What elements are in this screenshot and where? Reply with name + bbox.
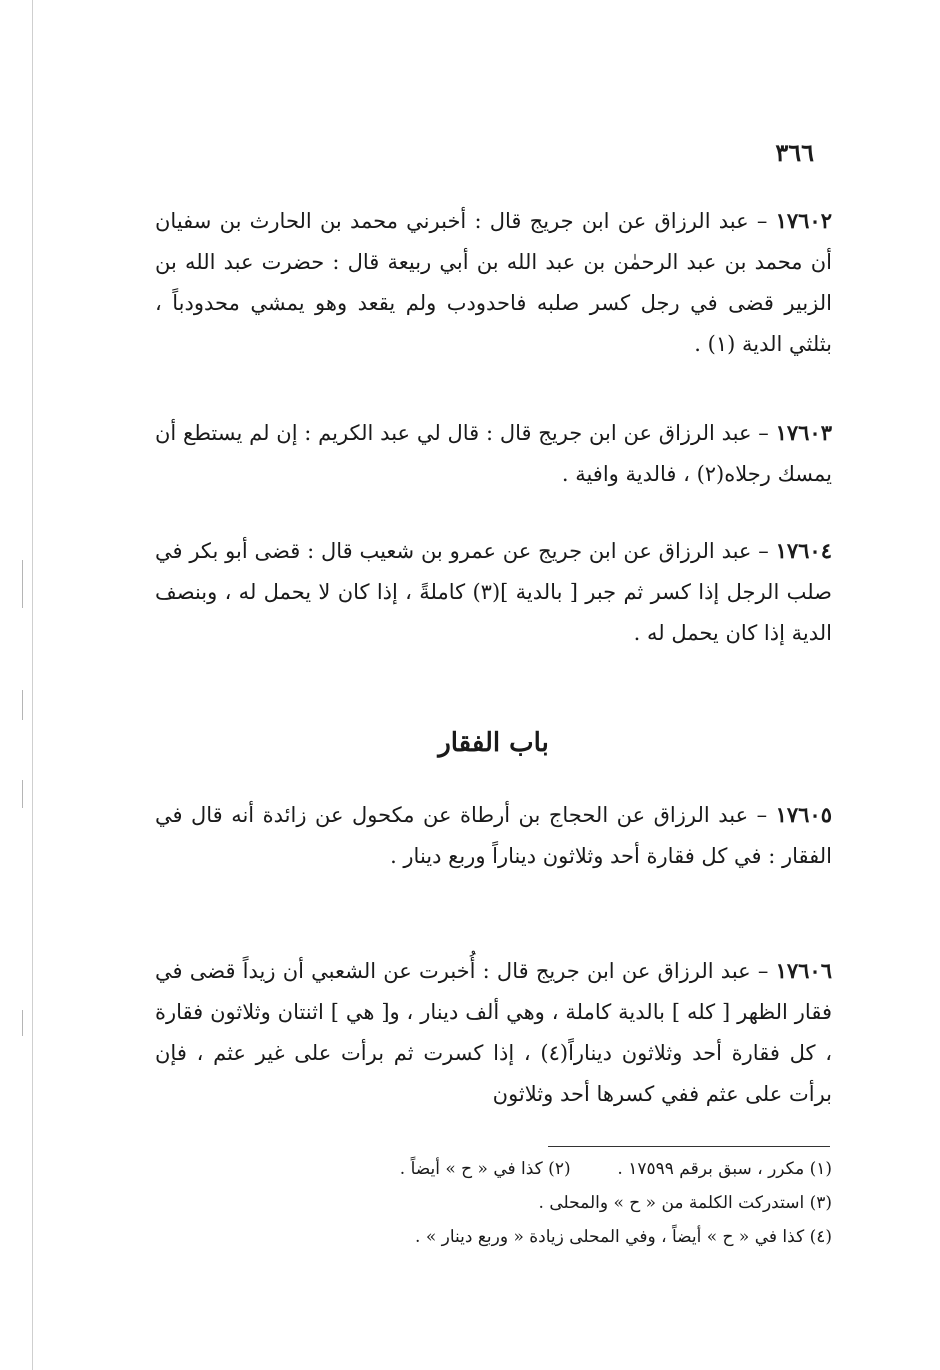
hadith-number: ١٧٦٠٥ [775,802,832,827]
page-number: ٣٦٦ [775,138,814,167]
hadith-number: ١٧٦٠٦ [775,958,832,983]
margin-tick [22,780,23,808]
footnote-2: (٢) كذا في « ح » أيضاً . [399,1159,571,1179]
footnote-4: (٤) كذا في « ح » أيضاً ، وفي المحلى زيادة « وربع دينار » . [415,1227,832,1247]
footnote-1: (١) مكرر ، سبق برقم ١٧٥٩٩ . [617,1159,832,1179]
hadith-paragraph [155,950,832,1115]
footnote-separator [548,1146,830,1147]
margin-tick [22,1010,23,1036]
hadith-paragraph [155,530,832,654]
hadith-number: ١٧٦٠٢ [775,208,832,233]
hadith-paragraph [155,200,832,365]
hadith-number: ١٧٦٠٤ [775,538,832,563]
footnote-3: (٣) استدركت الكلمة من « ح » والمحلى . [538,1193,832,1213]
footnote-line [250,1152,832,1186]
hadith-text: – عبد الرزاق عن ابن جريج قال : أُخبرت عن الشعبي أن زيداً قضى في فقار الظهر [ كله ] بالدية كاملة ، وهي ألف دينار ، و[ هي ] اثنتان وثلاثون فقارة ، كل فقارة أحد وثلاثون ديناراً(٤) ، إذا كسرت ثم برأت على غير عثم ، فإن برأت على عثم ففي كسرها أحد وثلاثون [155,959,832,1106]
hadith-text: – عبد الرزاق عن الحجاج بن أرطاة عن مكحول عن زائدة أنه قال في الفقار : في كل فقارة أحد وثلاثون ديناراً وربع دينار . [155,803,832,868]
hadith-number: ١٧٦٠٣ [775,420,832,445]
footnotes [250,1152,832,1254]
chapter-heading: باب الفقار [438,728,549,758]
hadith-paragraph [155,412,832,495]
page-margin-line [32,0,33,1370]
margin-tick [22,560,23,608]
hadith-paragraph [155,794,832,877]
hadith-text: – عبد الرزاق عن ابن جريج عن عمرو بن شعيب قال : قضى أبو بكر في صلب الرجل إذا كسر ثم جبر [ بالدية ](٣) كاملةً ، إذا كان لا يحمل له ، وبنصف الدية إذا كان يحمل له . [155,539,832,645]
hadith-text: – عبد الرزاق عن ابن جريج قال : أخبرني محمد بن الحارث بن سفيان أن محمد بن عبد الرحمٰن بن عبد الله بن أبي ربيعة قال : حضرت عبد الله بن الزبير قضى في رجل كسر صلبه فاحدودب ولم يقعد وهو يمشي محدودباً ، بثلثي الدية (١) . [155,209,832,356]
margin-tick [22,690,23,720]
hadith-text: – عبد الرزاق عن ابن جريج قال : قال لي عبد الكريم : إن لم يستطع أن يمسك رجلاه(٢) ، فالدية وافية . [155,421,832,486]
